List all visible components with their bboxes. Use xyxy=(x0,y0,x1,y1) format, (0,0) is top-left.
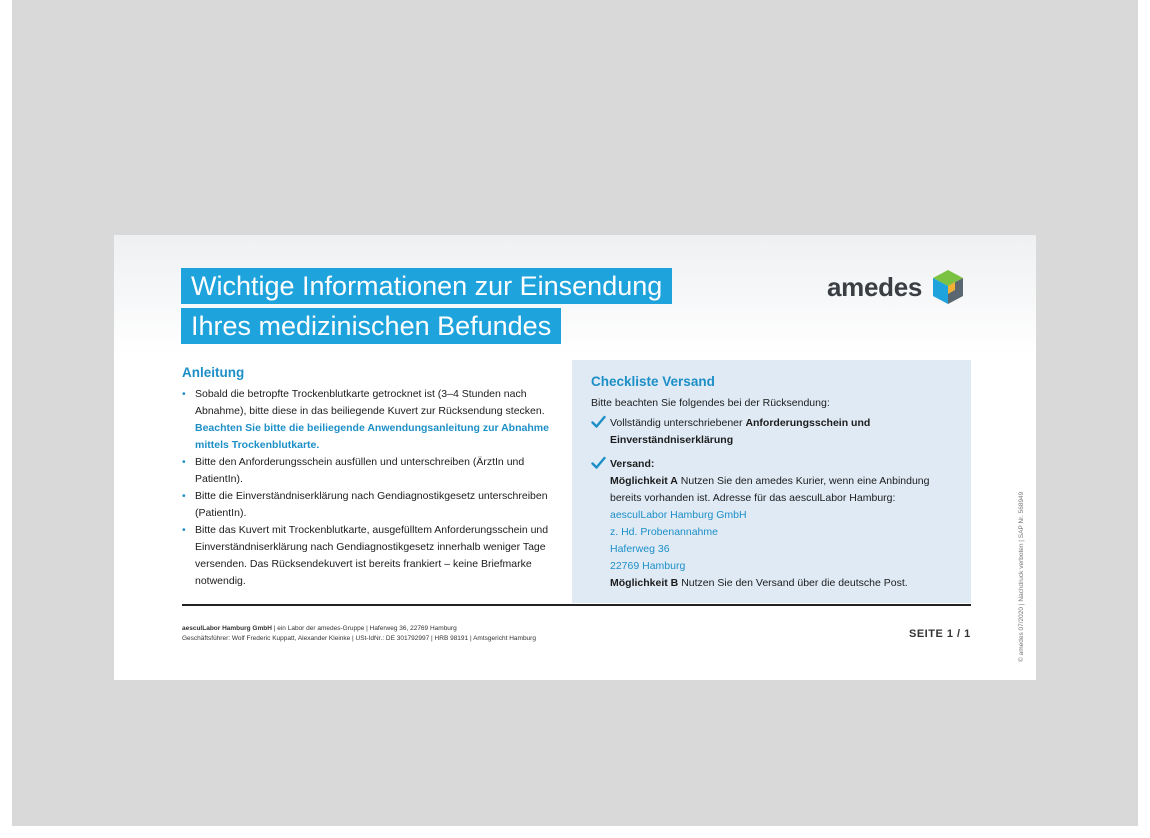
title-line-2: Ihres medizinischen Befundes xyxy=(181,308,561,344)
footer-imprint xyxy=(182,624,536,643)
option-b-label: Möglichkeit B xyxy=(610,577,679,589)
footer-line2: Geschäftsführer: Wolf Frederic Kuppatt, Alexander Kleinke | USt-IdNr.: DE 301792997 | HRB 98191 | Amtsgericht Hamburg xyxy=(182,634,536,642)
address-line: z. Hd. Probenannahme xyxy=(610,526,718,538)
option-a-label: Möglichkeit A xyxy=(610,475,678,487)
footer-divider xyxy=(182,604,971,606)
address-line: Haferweg 36 xyxy=(610,543,670,555)
instructions-heading: Anleitung xyxy=(182,365,245,380)
bullet-icon: • xyxy=(182,456,186,468)
list-item xyxy=(182,386,574,454)
checklist-heading: Checkliste Versand xyxy=(591,374,715,389)
list-item-text: Bitte den Anforderungsschein ausfüllen und unterschreiben (ÄrztIn und PatientIn). xyxy=(195,456,525,485)
footer-company: aesculLabor Hamburg GmbH xyxy=(182,625,272,632)
checklist-item-bold: Anforderungsschein und Einverständniserklärung xyxy=(610,417,871,446)
address-line: aesculLabor Hamburg GmbH xyxy=(610,509,747,521)
page-number: SEITE 1 / 1 xyxy=(909,628,971,640)
title-line-1: Wichtige Informationen zur Einsendung xyxy=(181,268,672,304)
list-item xyxy=(182,522,574,590)
checklist-item-text: Vollständig unterschriebener xyxy=(610,417,743,429)
bullet-icon: • xyxy=(182,524,186,536)
checkmark-icon xyxy=(591,456,606,470)
list-item xyxy=(182,488,574,522)
footer-line1-rest: | ein Labor der amedes-Gruppe | Haferweg 36, 22769 Hamburg xyxy=(273,625,457,632)
list-item-text: Bitte das Kuvert mit Trockenblutkarte, ausgefülltem Anforderungsschein und Einverständniserklärung nach Gendiagnostikgesetz innerhalb weniger Tage versenden. Das Rücksendekuvert ist bereits frankiert – keine Briefmarke notwendig. xyxy=(195,524,549,587)
list-item xyxy=(182,454,574,488)
info-sheet xyxy=(114,235,1036,680)
bullet-icon: • xyxy=(182,388,186,400)
checklist-item-documents xyxy=(591,415,961,449)
instructions-column xyxy=(182,365,574,590)
checklist-intro: Bitte beachten Sie folgendes bei der Rücksendung: xyxy=(591,397,830,409)
list-item-text: Bitte die Einverständniserklärung nach Gendiagnostikgesetz unterschreiben (PatientIn). xyxy=(195,490,548,519)
logo-text: amedes xyxy=(827,271,923,302)
option-a-text: Nutzen Sie den amedes Kurier, wenn eine Anbindung bereits vorhanden ist. Adresse für das aesculLabor Hamburg: xyxy=(610,475,930,504)
option-b-text: Nutzen Sie den Versand über die deutsche Post. xyxy=(681,577,908,589)
list-item-text: Sobald die betropfte Trockenblutkarte getrocknet ist (3–4 Stunden nach Abnahme), bitte diese in das beiliegende Kuvert zur Rücksendung stecken. xyxy=(195,388,545,417)
amedes-logo xyxy=(827,269,964,305)
checkmark-icon xyxy=(591,415,606,429)
cube-logo-icon xyxy=(932,269,964,305)
checklist-item-shipping xyxy=(591,456,961,592)
side-copyright-note: © amedes 07/2020 | Nachdruck verboten | SAP Nr. 568949 xyxy=(1018,491,1025,662)
instruction-note: Beachten Sie bitte die beiliegende Anwendungsanleitung zur Abnahme mittels Trockenblutkarte. xyxy=(195,422,549,451)
shipping-label: Versand: xyxy=(610,458,655,470)
instructions-list xyxy=(182,386,574,590)
shipping-checklist xyxy=(572,360,971,603)
address-line: 22769 Hamburg xyxy=(610,560,686,572)
bullet-icon: • xyxy=(182,490,186,502)
